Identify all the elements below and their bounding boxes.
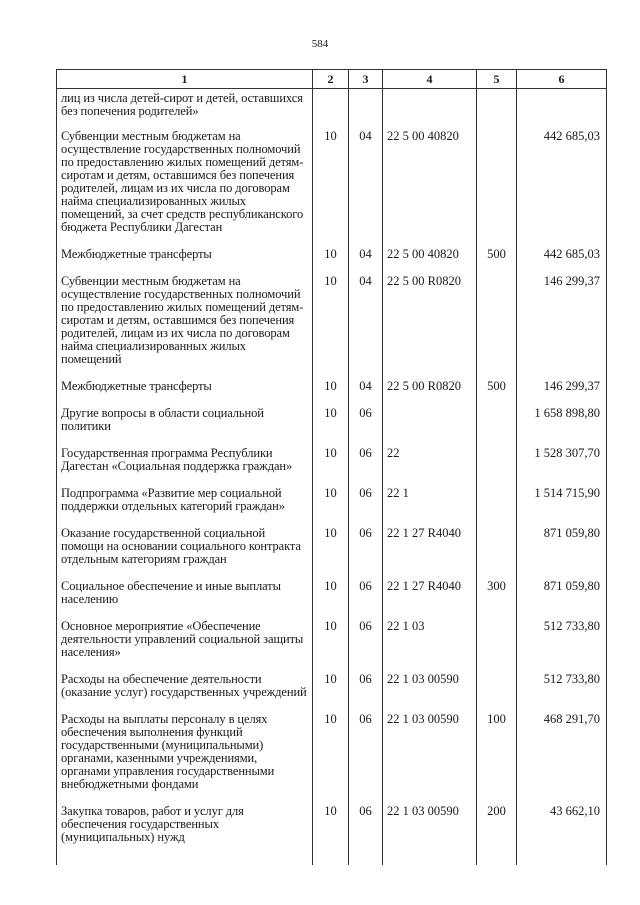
expense-type-cell: 200 xyxy=(477,805,517,865)
target-article-cell: 22 1 03 00590 xyxy=(383,713,477,805)
row-name-cell: Закупка товаров, работ и услуг для обеспечения государственных (муниципальных) нужд xyxy=(57,805,313,865)
subsection-code-cell: 06 xyxy=(349,527,383,580)
target-article-cell: 22 1 03 00590 xyxy=(383,673,477,713)
section-code-cell: 10 xyxy=(313,447,349,487)
target-article-cell: 22 1 xyxy=(383,487,477,527)
row-name-cell: Расходы на выплаты персоналу в целях обеспечения выполнения функций государственными (муниципальными) органами, казенными учреждениями, органами управления государственными внебюджетными фондами xyxy=(57,713,313,805)
table-row xyxy=(57,447,607,487)
table-row xyxy=(57,275,607,380)
section-code-cell: 10 xyxy=(313,487,349,527)
row-name-cell: Оказание государственной социальной помощи на основании социального контракта отдельным категориям граждан xyxy=(57,527,313,580)
target-article-cell: 22 5 00 40820 xyxy=(383,248,477,275)
target-article-cell: 22 1 03 xyxy=(383,620,477,673)
subsection-code-cell: 04 xyxy=(349,380,383,407)
expense-type-cell: 500 xyxy=(477,380,517,407)
column-header-4: 4 xyxy=(383,70,477,89)
expense-type-cell xyxy=(477,673,517,713)
row-name-cell: Государственная программа Республики Дагестан «Социальная поддержка граждан» xyxy=(57,447,313,487)
column-header-2: 2 xyxy=(313,70,349,89)
table-row xyxy=(57,130,607,248)
row-name-cell: Межбюджетные трансферты xyxy=(57,248,313,275)
amount-cell: 442 685,03 xyxy=(517,130,607,248)
row-name-cell: Субвенции местным бюджетам на осуществление государственных полномочий по предоставлению жилых помещений детям-сиротам и детям, оставшимся без попечения родителей, лицам из их числа по договорам найма специализированных жилых помещений, за счет средств республиканского бюджета Республики Дагестан xyxy=(57,130,313,248)
expense-type-cell xyxy=(477,275,517,380)
expense-type-cell xyxy=(477,487,517,527)
section-code-cell: 10 xyxy=(313,275,349,380)
table-row xyxy=(57,487,607,527)
subsection-code-cell: 06 xyxy=(349,713,383,805)
amount-cell: 442 685,03 xyxy=(517,248,607,275)
amount-cell: 1 514 715,90 xyxy=(517,487,607,527)
target-article-cell: 22 xyxy=(383,447,477,487)
target-article-cell: 22 1 03 00590 xyxy=(383,805,477,865)
page-number: 584 xyxy=(311,38,329,50)
budget-table xyxy=(56,69,607,865)
section-code-cell: 10 xyxy=(313,407,349,447)
row-name-cell: Подпрограмма «Развитие мер социальной поддержки отдельных категорий граждан» xyxy=(57,487,313,527)
expense-type-cell xyxy=(477,527,517,580)
target-article-cell xyxy=(383,89,477,131)
expense-type-cell: 500 xyxy=(477,248,517,275)
table-row xyxy=(57,248,607,275)
column-header-1: 1 xyxy=(57,70,313,89)
amount-cell: 871 059,80 xyxy=(517,527,607,580)
section-code-cell: 10 xyxy=(313,580,349,620)
section-code-cell: 10 xyxy=(313,673,349,713)
amount-cell: 1 528 307,70 xyxy=(517,447,607,487)
subsection-code-cell: 06 xyxy=(349,447,383,487)
section-code-cell: 10 xyxy=(313,130,349,248)
target-article-cell: 22 5 00 R0820 xyxy=(383,380,477,407)
column-header-3: 3 xyxy=(349,70,383,89)
row-name-cell: Расходы на обеспечение деятельности (оказание услуг) государственных учреждений xyxy=(57,673,313,713)
table-row xyxy=(57,673,607,713)
amount-cell: 871 059,80 xyxy=(517,580,607,620)
row-name-cell: лиц из числа детей-сирот и детей, оставшихся без попечения родителей» xyxy=(57,89,313,131)
subsection-code-cell: 06 xyxy=(349,620,383,673)
section-code-cell: 10 xyxy=(313,248,349,275)
subsection-code-cell: 06 xyxy=(349,673,383,713)
expense-type-cell: 300 xyxy=(477,580,517,620)
expense-type-cell xyxy=(477,447,517,487)
expense-type-cell xyxy=(477,130,517,248)
target-article-cell: 22 5 00 40820 xyxy=(383,130,477,248)
section-code-cell: 10 xyxy=(313,527,349,580)
table-row xyxy=(57,805,607,865)
amount-cell: 43 662,10 xyxy=(517,805,607,865)
expense-type-cell: 100 xyxy=(477,713,517,805)
column-header-6: 6 xyxy=(517,70,607,89)
subsection-code-cell: 06 xyxy=(349,805,383,865)
column-header-5: 5 xyxy=(477,70,517,89)
expense-type-cell xyxy=(477,620,517,673)
table-row xyxy=(57,580,607,620)
section-code-cell: 10 xyxy=(313,620,349,673)
table-row xyxy=(57,380,607,407)
expense-type-cell xyxy=(477,407,517,447)
target-article-cell: 22 1 27 R4040 xyxy=(383,580,477,620)
amount-cell: 468 291,70 xyxy=(517,713,607,805)
target-article-cell: 22 5 00 R0820 xyxy=(383,275,477,380)
row-name-cell: Субвенции местным бюджетам на осуществление государственных полномочий по предоставлению жилых помещений детям-сиротам и детям, оставшимся без попечения родителей, лицам из их числа по договорам найма специализированных жилых помещений xyxy=(57,275,313,380)
row-name-cell: Социальное обеспечение и иные выплаты населению xyxy=(57,580,313,620)
section-code-cell: 10 xyxy=(313,713,349,805)
table-header-row xyxy=(57,70,607,89)
subsection-code-cell: 04 xyxy=(349,275,383,380)
row-name-cell: Основное мероприятие «Обеспечение деятельности управлений социальной защиты населения» xyxy=(57,620,313,673)
subsection-code-cell: 04 xyxy=(349,248,383,275)
subsection-code-cell: 06 xyxy=(349,487,383,527)
subsection-code-cell: 06 xyxy=(349,407,383,447)
table-row xyxy=(57,89,607,131)
expense-type-cell xyxy=(477,89,517,131)
table-row xyxy=(57,407,607,447)
subsection-code-cell: 04 xyxy=(349,130,383,248)
row-name-cell: Другие вопросы в области социальной политики xyxy=(57,407,313,447)
table-row xyxy=(57,713,607,805)
subsection-code-cell: 06 xyxy=(349,580,383,620)
table-row xyxy=(57,620,607,673)
section-code-cell: 10 xyxy=(313,805,349,865)
target-article-cell: 22 1 27 R4040 xyxy=(383,527,477,580)
subsection-code-cell xyxy=(349,89,383,131)
amount-cell: 146 299,37 xyxy=(517,275,607,380)
amount-cell: 146 299,37 xyxy=(517,380,607,407)
amount-cell: 512 733,80 xyxy=(517,673,607,713)
table-row xyxy=(57,527,607,580)
amount-cell xyxy=(517,89,607,131)
row-name-cell: Межбюджетные трансферты xyxy=(57,380,313,407)
target-article-cell xyxy=(383,407,477,447)
amount-cell: 1 658 898,80 xyxy=(517,407,607,447)
section-code-cell: 10 xyxy=(313,380,349,407)
section-code-cell xyxy=(313,89,349,131)
amount-cell: 512 733,80 xyxy=(517,620,607,673)
